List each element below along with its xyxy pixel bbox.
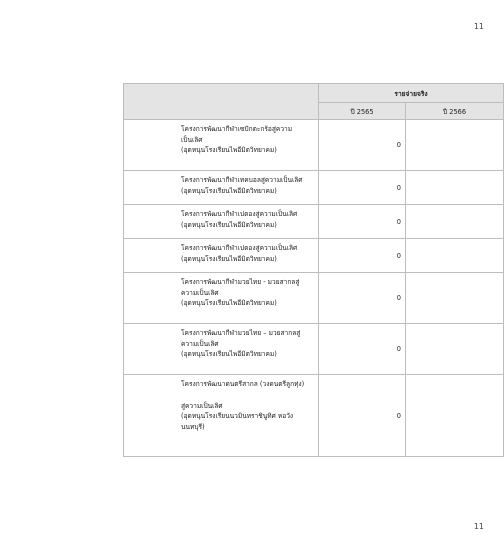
page-number-top: 11	[473, 22, 484, 31]
project-name-cell	[124, 375, 319, 457]
value-2566-cell	[406, 324, 504, 375]
project-name-line: (อุดหนุนโรงเรียนไพอีมิตวิทยาคม)	[181, 350, 277, 359]
project-name-line: สู่ความเป็นเลิศ	[181, 401, 223, 410]
project-name-cell	[124, 239, 319, 273]
project-name-line: (อุดหนุนโรงเรียนไพอีมิตวิทยาคม)	[181, 299, 277, 308]
table-row	[124, 120, 504, 171]
project-name-line: (อุดหนุนโรงเรียนไพอีมิตวิทยาคม)	[181, 146, 277, 155]
value-2566-cell	[406, 375, 504, 457]
value-2565-cell: 0	[319, 324, 406, 375]
year-2565-header: ปี 2565	[319, 103, 406, 120]
project-name-line: โครงการพัฒนาดนตรีสากล (วงดนตรีลูกทุ่ง)	[181, 380, 305, 388]
project-name-line: โครงการพัฒนากีฬาเปตองสู่ความเป็นเลิศ	[181, 244, 298, 252]
table-row	[124, 324, 504, 375]
value-2565-cell: 0	[319, 205, 406, 239]
page-number-bottom: 11	[473, 522, 484, 531]
project-name-cell	[124, 120, 319, 171]
project-name-cell	[124, 324, 319, 375]
project-name-line: (อุดหนุนโรงเรียนนวมินทราชินูทิศ หอวัง	[181, 412, 294, 421]
project-name-line: ความเป็นเลิศ	[181, 288, 219, 297]
blank-line	[181, 390, 314, 401]
value-2565-cell: 0	[319, 120, 406, 171]
project-name-line: โครงการพัฒนากีฬาเทคบอลสู่ความเป็นเลิศ	[181, 176, 303, 184]
value-2566-cell	[406, 120, 504, 171]
table-row	[124, 273, 504, 324]
value-2565-cell: 0	[319, 171, 406, 205]
project-name-line: เป็นเลิศ	[181, 135, 203, 144]
table-row	[124, 171, 504, 205]
budget-table	[123, 83, 504, 457]
project-name-line: โครงการพัฒนากีฬาเซปักตะกร้อสู่ความ	[181, 125, 293, 133]
project-name-line: โครงการพัฒนากีฬาเปตองสู่ความเป็นเลิศ	[181, 210, 298, 218]
project-name-line: นนทบุรี)	[181, 422, 205, 431]
project-name-line: (อุดหนุนโรงเรียนไพอีมิตวิทยาคม)	[181, 186, 277, 195]
project-column-header	[124, 84, 319, 120]
project-name-line: โครงการพัฒนากีฬามวยไทย - มวยสากลสู่	[181, 278, 300, 286]
value-2566-cell	[406, 171, 504, 205]
project-name-line: ความเป็นเลิศ	[181, 339, 219, 348]
year-2566-header: ปี 2566	[406, 103, 504, 120]
table-row	[124, 375, 504, 457]
project-name-line: (อุดหนุนโรงเรียนไพอีมิตวิทยาคม)	[181, 220, 277, 229]
value-2566-cell	[406, 273, 504, 324]
project-name-line: โครงการพัฒนากีฬามวยไทย – มวยสากลสู่	[181, 329, 301, 337]
value-2565-cell: 0	[319, 273, 406, 324]
table-row	[124, 205, 504, 239]
project-name-cell	[124, 205, 319, 239]
value-2566-cell	[406, 205, 504, 239]
value-2565-cell: 0	[319, 239, 406, 273]
value-2565-cell: 0	[319, 375, 406, 457]
actual-expense-header: รายจ่ายจริง	[319, 84, 504, 103]
project-name-line: (อุดหนุนโรงเรียนไพอีมิตวิทยาคม)	[181, 254, 277, 263]
value-2566-cell	[406, 239, 504, 273]
table-row	[124, 239, 504, 273]
project-name-cell	[124, 171, 319, 205]
project-name-cell	[124, 273, 319, 324]
